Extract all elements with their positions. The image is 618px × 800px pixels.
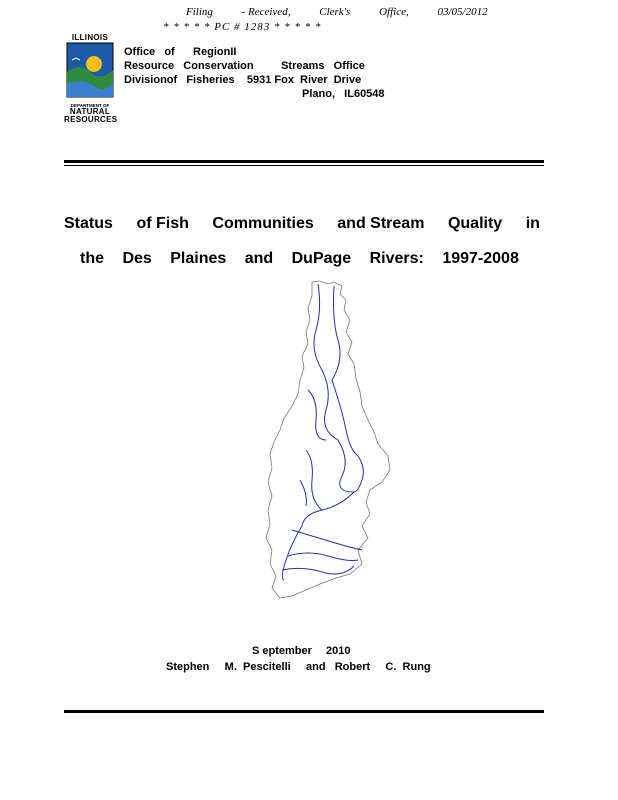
logo-illinois: ILLINOIS [71, 33, 109, 42]
logo-resources: RESOURCES [64, 115, 118, 124]
filing-stamp-line2: * * * * * PC # 1283 * * * * * [163, 21, 322, 33]
top-rule-thick [64, 160, 544, 163]
logo-department-of: DEPARTMENT OF [70, 103, 110, 108]
stamp-date: 03/05/2012 [437, 6, 488, 18]
title-word-4: and Stream [337, 215, 425, 232]
title-line-2: the Des Plaines and DuPage Rivers: 1997-2008 [80, 250, 519, 267]
logo-emblem-icon [64, 42, 116, 98]
title-word-5: Quality [447, 215, 503, 232]
office-line-4: Plano, IL60548 [302, 88, 385, 100]
stamp-word-clerks: Clerk's [319, 6, 351, 18]
publication-year: 2010 [326, 645, 351, 657]
stamp-word-received: - Received, [241, 6, 291, 18]
authors: Stephen M. Pescitelli and Robert C. Rung [166, 661, 431, 673]
title-word-6: in [525, 215, 540, 232]
stamp-word-filing: Filing [186, 6, 213, 18]
report-title [64, 206, 540, 276]
office-line-1: Office of RegionII [124, 46, 237, 58]
office-address-block [124, 45, 385, 101]
title-word-1: Status [64, 215, 113, 232]
office-line-3: Divisionof Fisheries 5931 Fox River Drive [124, 74, 362, 86]
title-word-3: Communities [212, 215, 314, 232]
bottom-rule [64, 710, 544, 713]
title-line-1 [64, 206, 540, 241]
publication-month: S eptember [252, 645, 312, 657]
office-line-2: Resource Conservation Streams Office [124, 60, 365, 72]
filing-stamp-line1 [186, 6, 514, 18]
idnr-logo [64, 34, 116, 126]
top-rule-thin [64, 165, 544, 166]
watershed-boundary [266, 281, 390, 598]
logo-natural: NATURAL [69, 107, 111, 116]
title-word-2: of Fish [136, 215, 189, 232]
watershed-map [262, 280, 392, 602]
river-network [282, 284, 363, 580]
stamp-word-office: Office, [379, 6, 409, 18]
